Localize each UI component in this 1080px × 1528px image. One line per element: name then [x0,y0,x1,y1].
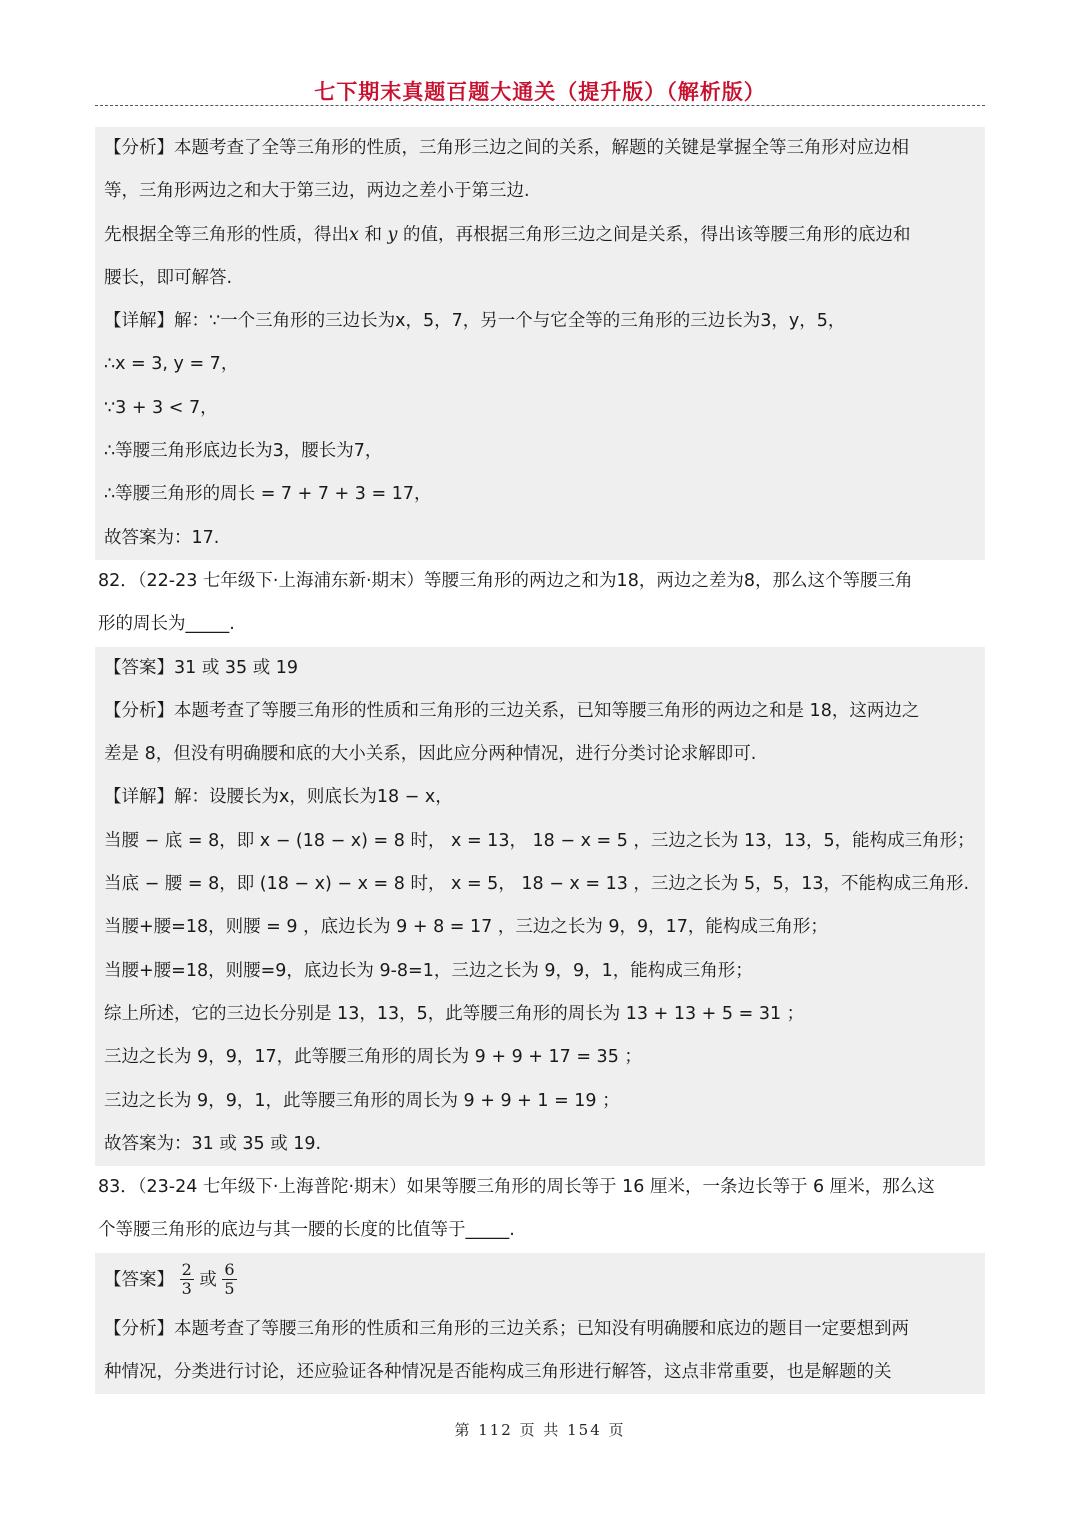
question-82 [95,560,985,647]
fraction-6-5 [222,1261,236,1298]
solution-box-q81 [95,127,985,560]
question-line: 83．（23-24 七年级下·上海普陀·期末）如果等腰三角形的周长等于 16 厘米，一条边长等于 6 厘米，那么这 [98,1177,935,1198]
analysis-line: 【分析】本题考查了等腰三角形的性质和三角形的三边关系；已知没有明确腰和底边的题目一定要想到两 [104,1318,909,1339]
solution-box-q82 [95,647,985,1167]
detail-line: 三边之长为 9，9，1，此等腰三角形的周长为 9 + 9 + 1 = 19 ； [104,1090,620,1111]
detail-line: ∴等腰三角形的周长 = 7 + 7 + 3 = 17， [104,484,432,505]
analysis-line: 等，三角形两边之和大于第三边，两边之差小于第三边. [104,181,530,202]
and-text: 和 [364,224,382,245]
or-text: 或 [199,1269,217,1290]
detail-line: 故答案为：17. [104,527,220,548]
detail-line: ∴x = 3, y = 7， [104,354,239,375]
analysis-text: 的值，再根据三角形三边之间是关系，得出该等腰三角形的底边和 [403,224,911,245]
answer-label: 【答案】 [104,1269,174,1290]
fraction-denominator: 3 [181,1279,192,1299]
answer-line [101,1253,979,1308]
detail-line: ∵3 + 3 < 7， [104,397,218,418]
detail-line: 当腰 − 底 = 8，即 x − (18 − x) = 8 时， x = 13， 18 − x = 5 ，三边之长为 13，13，5，能构成三角形； [104,830,975,851]
detail-line: 【详解】解：∵一个三角形的三边长为x，5，7，另一个与它全等的三角形的三边长为3，y，5， [104,311,846,332]
analysis-line: 【分析】本题考查了全等三角形的性质，三角形三边之间的关系，解题的关键是掌握全等三角形对应边相 [104,138,909,158]
detail-line: 当腰+腰=18，则腰=9，底边长为 9-8=1，三边之长为 9，9，1，能构成三角形； [104,960,753,981]
detail-line: 【详解】解：设腰长为x，则底长为18 − x， [104,787,453,808]
question-line: 形的周长为_____. [98,614,235,635]
analysis-text: 先根据全等三角形的性质，得出 [104,224,349,245]
analysis-line: 腰长，即可解答. [104,267,233,288]
answer-line: 【答案】31 或 35 或 19 [104,657,299,678]
header-divider [95,105,985,106]
fraction-2-3 [180,1261,194,1298]
page-content [95,127,985,1394]
detail-line: 三边之长为 9，9，17，此等腰三角形的周长为 9 + 9 + 17 = 35 ； [104,1047,642,1068]
fraction-numerator: 6 [224,1260,235,1280]
detail-line: ∴等腰三角形底边长为3，腰长为7， [104,441,383,462]
question-line: 个等腰三角形的底边与其一腰的长度的比值等于_____. [98,1220,515,1241]
variable-y: y [387,224,398,245]
variable-x: x [349,224,359,245]
page-footer-number: 第 112 页 共 154 页 [454,1421,626,1439]
detail-line: 综上所述，它的三边长分别是 13，13，5，此等腰三角形的周长为 13 + 13 + 5 = 31 ； [104,1003,805,1024]
analysis-line: 种情况，分类进行讨论，还应验证各种情况是否能构成三角形进行解答，这点非常重要，也是解题的关 [104,1362,892,1383]
analysis-line [101,214,979,257]
page-header-title: 七下期末真题百题大通关（提升版）（解析版） [314,80,766,104]
detail-line: 当底 − 腰 = 8，即 (18 − x) − x = 8 时， x = 5， 18 − x = 13 ，三边之长为 5，5，13，不能构成三角形. [104,874,970,895]
solution-box-q83 [95,1253,985,1395]
question-83 [95,1166,985,1253]
analysis-line: 【分析】本题考查了等腰三角形的性质和三角形的三边关系，已知等腰三角形的两边之和是 18，这两边之 [104,700,920,721]
detail-line: 当腰+腰=18，则腰 = 9 ，底边长为 9 + 8 = 17 ，三边之长为 9，9，17，能构成三角形； [104,917,828,938]
question-line: 82．（22-23 七年级下·上海浦东新·期末）等腰三角形的两边之和为18，两边之差为8，那么这个等腰三角 [98,570,913,591]
analysis-line: 差是 8，但没有明确腰和底的大小关系，因此应分两种情况，进行分类讨论求解即可. [104,744,757,765]
detail-line: 故答案为：31 或 35 或 19. [104,1133,322,1154]
fraction-denominator: 5 [224,1279,235,1299]
fraction-numerator: 2 [181,1260,192,1280]
